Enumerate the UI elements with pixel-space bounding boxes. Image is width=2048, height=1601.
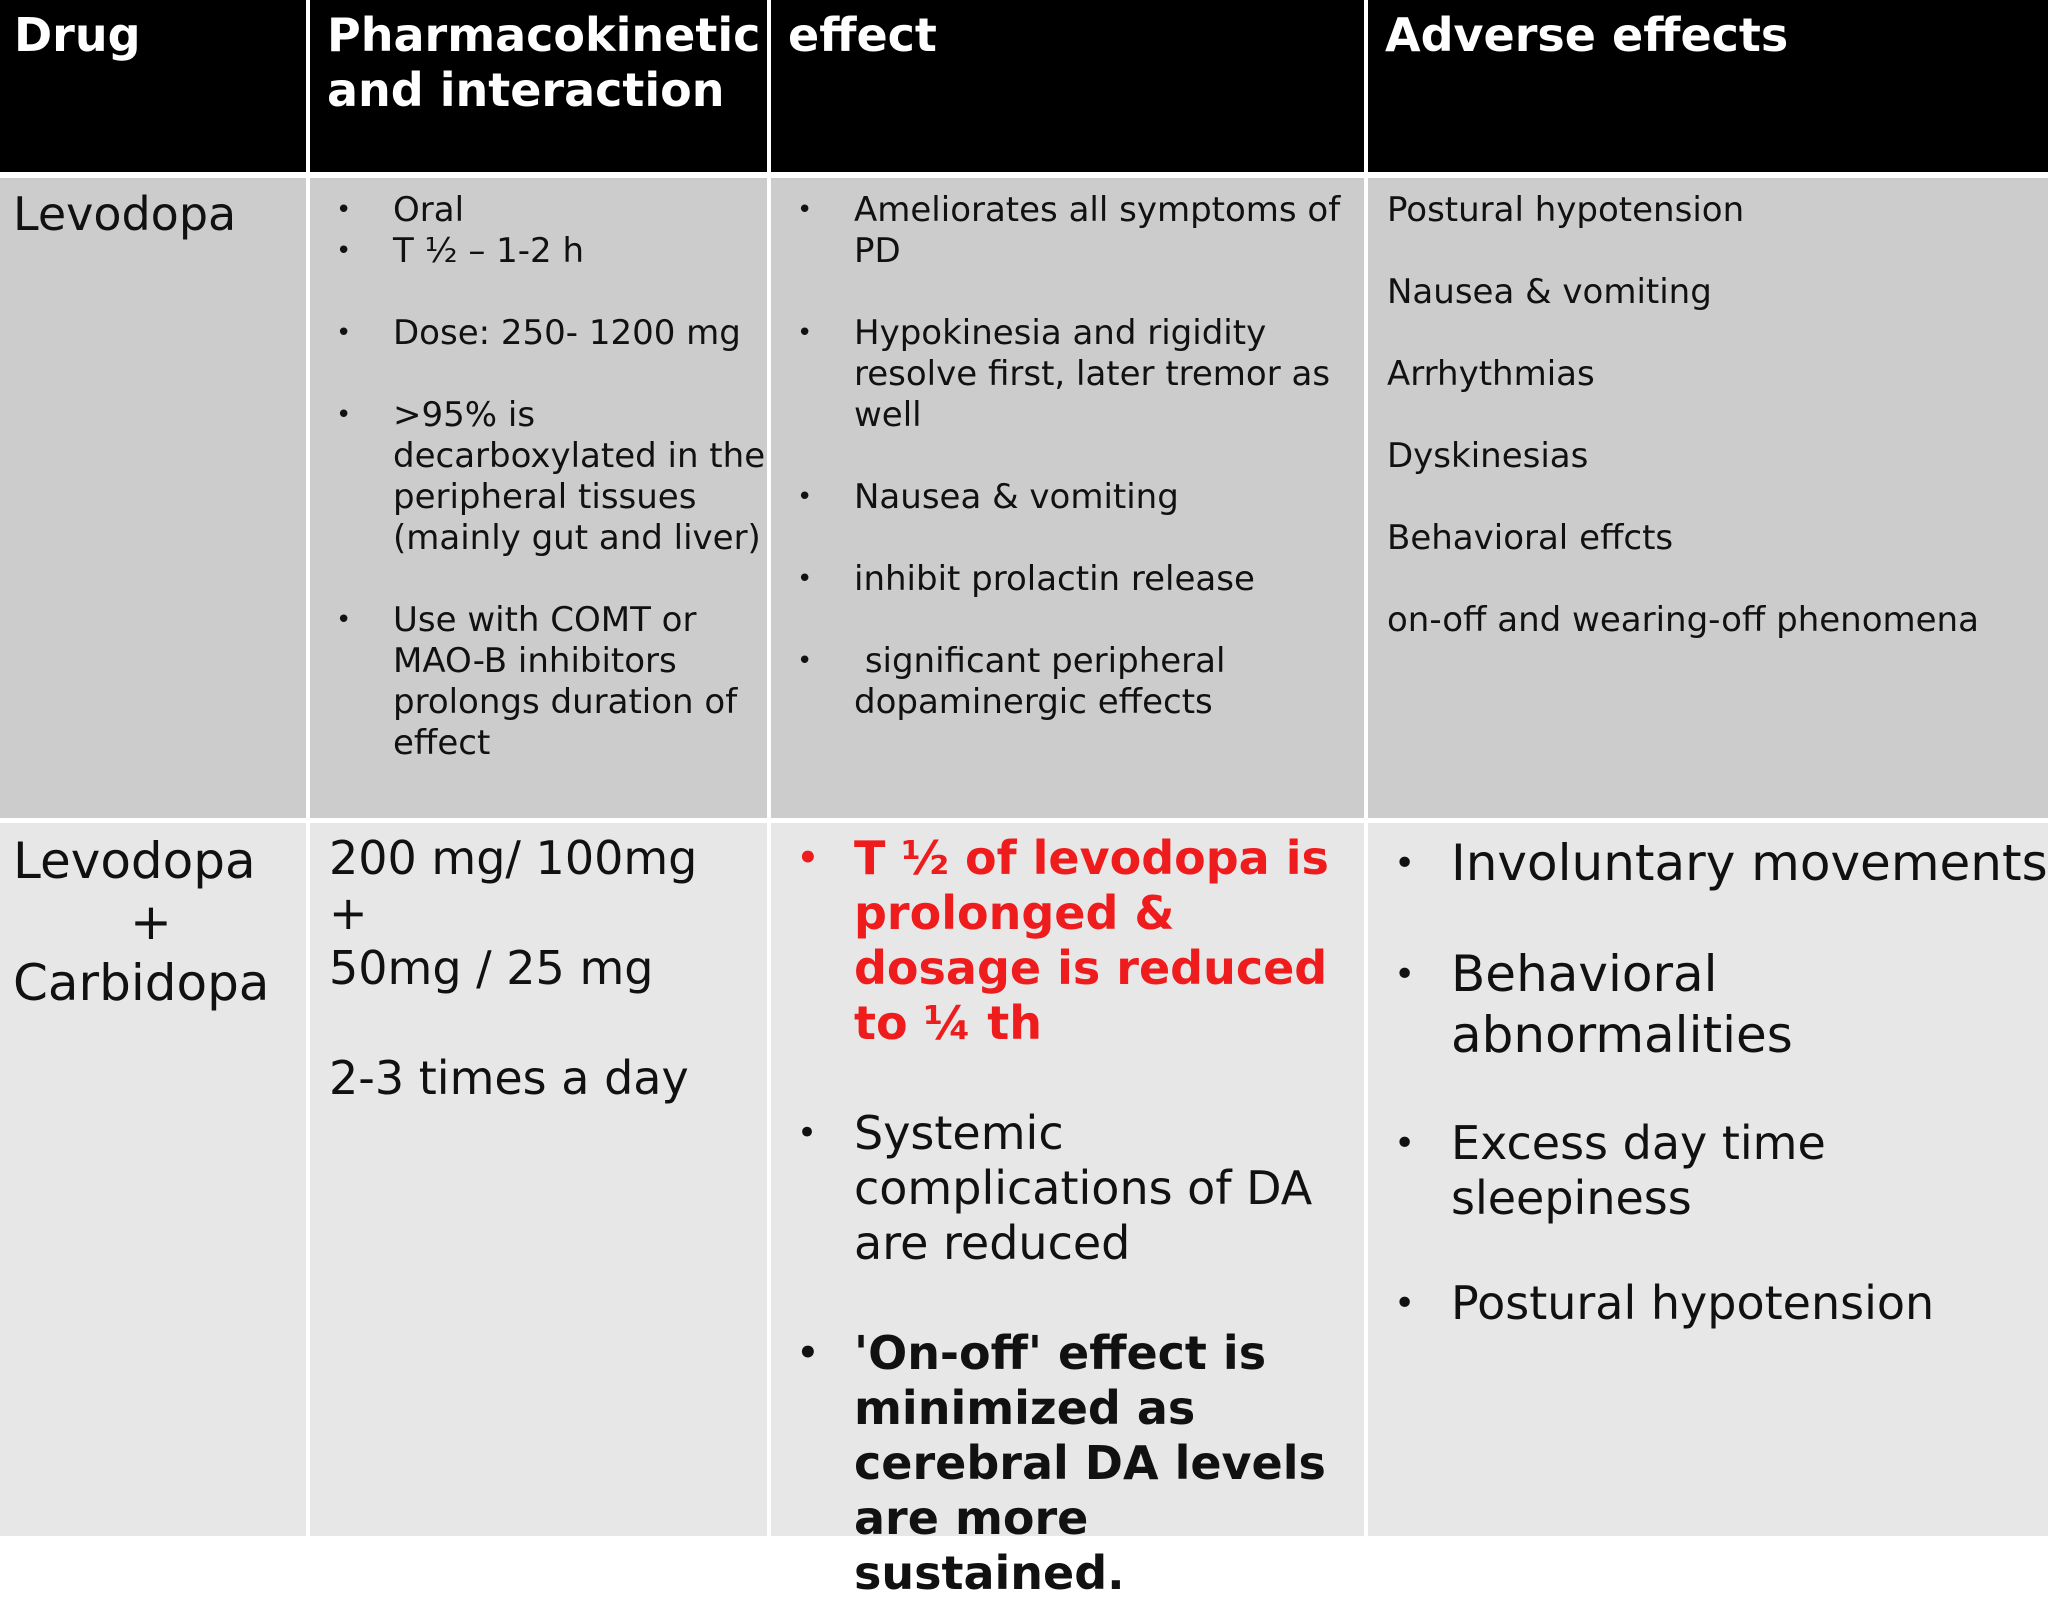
row1-adverse-list (1387, 190, 2048, 641)
list-item: • Use with COMT or MAO-B inhibitors prolongs duration of effect (336, 600, 738, 763)
list-item: Arrhythmias (1387, 354, 1595, 394)
bullet-icon: • (336, 236, 352, 266)
row1-pk-cell (310, 178, 767, 818)
bullet-icon: • (797, 1333, 819, 1373)
bullet-icon: • (1394, 954, 1416, 995)
list-item: Dyskinesias (1387, 436, 1589, 476)
bullet-icon: • (797, 646, 813, 676)
bullet-icon: • (1394, 1283, 1416, 1324)
bullet-icon: • (797, 838, 819, 878)
header-adverse: Adverse effects (1385, 8, 1789, 62)
row2-adverse-cell (1368, 823, 2048, 1536)
bullet-icon: • (797, 564, 813, 594)
list-item: • Involuntary movements (1394, 834, 2048, 892)
list-item: on-off and wearing-off phenomena (1387, 600, 1979, 640)
row2-pk-text (329, 831, 767, 1106)
list-item: • significant peripheral dopaminergic effects (797, 641, 1237, 722)
row2-effect-cell (771, 823, 1364, 1600)
row2-drug-name (13, 831, 306, 1014)
list-item: • inhibit prolactin release (797, 559, 1255, 599)
list-item: • Postural hypotension (1394, 1276, 1935, 1330)
bullet-icon: • (336, 400, 352, 430)
row1-adverse-cell (1368, 178, 2048, 818)
list-item: Behavioral effcts (1387, 518, 1674, 558)
list-item-highlight: • T ½ of levodopa is prolonged & dosage is reduced to ¼ th (797, 831, 1329, 1050)
row1-pk-list (329, 190, 767, 764)
row2-drug-cell (0, 823, 306, 1536)
list-item: Postural hypotension (1387, 190, 1745, 230)
list-item: • Nausea & vomiting (797, 477, 1179, 517)
list-item: • Systemic complications of DA are reduced (797, 1106, 1313, 1270)
list-item: • >95% is decarboxylated in the peripheral tissues (mainly gut and liver) (336, 395, 766, 558)
list-item: • Hypokinesia and rigidity resolve first, later tremor as well (797, 313, 1331, 435)
list-item: • 'On-off' effect is minimized as cerebral DA levels are more sustained. (797, 1326, 1326, 1600)
list-item: • Behavioral abnormalities (1394, 945, 1793, 1064)
frequency-line: 2-3 times a day (329, 1051, 689, 1105)
row1-effect-list (790, 190, 1364, 723)
bullet-icon: • (797, 195, 813, 225)
dose-line: 200 mg/ 100mg (329, 831, 698, 885)
header-drug: Drug (14, 8, 141, 62)
row1-drug-cell (0, 178, 306, 818)
header-adverse-cell (1368, 0, 2048, 172)
bullet-icon: • (1394, 1123, 1416, 1164)
drug-line: Levodopa (13, 832, 256, 890)
row1-effect-cell (771, 178, 1364, 818)
dose-plus: + (329, 886, 368, 940)
bullet-icon: • (1394, 843, 1416, 884)
header-effect: effect (788, 8, 937, 62)
header-pk: Pharmacokinetic and interaction (327, 8, 761, 117)
dose-line: 50mg / 25 mg (329, 941, 654, 995)
row1-drug-name: Levodopa (13, 187, 237, 241)
bullet-icon: • (336, 605, 352, 635)
header-effect-cell (771, 0, 1364, 172)
list-item: • Dose: 250- 1200 mg (336, 313, 741, 353)
bullet-icon: • (797, 1113, 818, 1153)
row2-adverse-list (1387, 833, 2048, 1331)
list-item: Nausea & vomiting (1387, 272, 1712, 312)
bullet-icon: • (336, 195, 352, 225)
list-item: • T ½ – 1-2 h (336, 231, 585, 271)
row2-pk-cell (310, 823, 767, 1536)
drug-line: Carbidopa (13, 954, 270, 1012)
header-pk-cell (310, 0, 767, 172)
header-drug-cell (0, 0, 306, 172)
list-item: • Oral (336, 190, 465, 230)
spacer (329, 996, 767, 1051)
row2-effect-list (790, 831, 1364, 1601)
drug-plus: + (130, 893, 172, 951)
bullet-icon: • (797, 482, 813, 512)
bullet-icon: • (797, 318, 813, 348)
bullet-icon: • (336, 318, 352, 348)
list-item: • Ameliorates all symptoms of PD (797, 190, 1341, 271)
list-item: • Excess day time sleepiness (1394, 1116, 1826, 1225)
